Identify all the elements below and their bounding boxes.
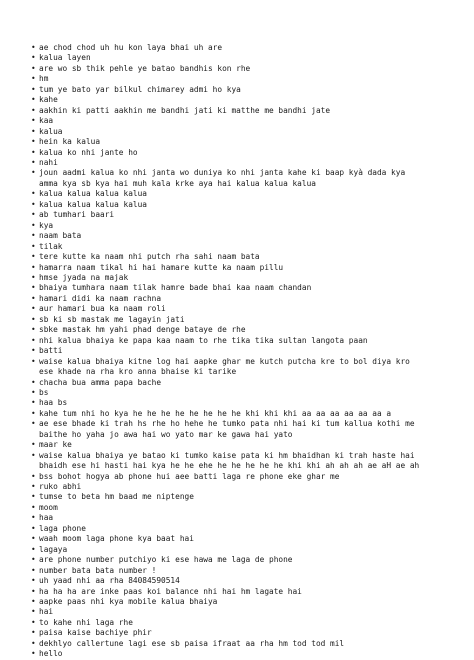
list-item-text: bss bohot hogya ab phone hui aee batti laga re phone eke ghar me [39,471,340,481]
list-item [31,336,471,346]
list-item [31,524,471,534]
bullet-icon: • [31,555,36,565]
list-item-text: kahe tum nhi ho kya he he he he he he he he khi khi khi aa aa aa aa aa aa a [39,408,392,418]
list-item [31,221,471,231]
bullet-icon: • [31,513,36,523]
bullet-icon: • [31,450,36,460]
list-item-text: hamari didi ka naam rachna [39,293,162,303]
list-item [31,294,471,304]
list-item-text: moom [39,502,58,512]
list-item [31,74,471,84]
bullet-icon: • [31,126,36,136]
bullet-icon: • [31,586,36,596]
bullet-icon: • [31,252,36,262]
list-item [31,398,471,408]
list-item-text: are wo sb thik pehle ye batao bandhis kon rhe [39,63,251,73]
list-item-text: sbke mastak hm yahi phad denge bataye de rhe [39,325,246,335]
bullet-icon: • [31,199,36,209]
list-item-text: sb ki sb mastak me lagayin jati [39,314,185,324]
list-item-text: kahe [39,95,58,105]
bullet-icon: • [31,638,36,648]
bullet-icon: • [31,408,36,418]
list-item-text: ae chod chod uh hu kon laya bhai uh are [39,43,223,52]
bullet-icon: • [31,356,36,366]
list-item-text: tumse to beta hm baad me niptenge [39,492,194,502]
list-item [31,263,471,273]
list-item [31,158,471,168]
list-item [31,148,471,158]
list-item-text: joun aadmi kalua ko nhi janta wo duniya ko nhi janta kahe ki baap kyà dada kya amma kya sb kya hai muh kala krke aya hai kalua kalua kalua [39,168,406,188]
list-item-text: aakhin ki patti aakhin me bandhi jati ki matthe me bandhi jate [39,105,331,115]
list-item-text: number bata bata number ! [39,565,157,575]
list-item-text: bhaiya tumhara naam tilak hamre bade bhai kaa naam chandan [39,283,312,293]
list-item-text: kya [39,220,54,230]
list-item-text: waah moom laga phone kya baat hai [39,534,194,544]
list-item [31,325,471,335]
list-item-text: are phone number putchiyo ki ese hawa me laga de phone [39,555,293,565]
list-item-text: chacha bua amma papa bache [39,377,162,387]
list-item [31,210,471,220]
list-item [31,388,471,398]
list-item-text: waise kalua bhaiya ye batao ki tumko kaise pata ki hm bhaidhan ki trah haste hai bhaidh ese hi hasti hai kya he he ehe he he he he he khi khi ah ah ah ae aH ae ah [39,450,420,471]
list-item-text: hamarra naam tikal hi hai hamare kutte ka naam pillu [39,262,284,272]
list-item [31,137,471,147]
list-item-text: batti [39,346,63,356]
list-item [31,315,471,325]
list-item-text: lagaya [39,544,68,554]
bullet-icon: • [31,189,36,199]
list-item-text: kalua kalua kalua kalua [39,199,147,209]
bullet-icon: • [31,617,36,627]
list-item-text: kaa [39,116,54,126]
list-item [31,566,471,576]
list-item [31,587,471,597]
list-item [31,607,471,617]
list-item-text: naam bata [39,231,82,241]
list-item [31,503,471,513]
bullet-icon: • [31,220,36,230]
list-item [31,409,471,419]
list-item [31,168,471,189]
bullet-icon: • [31,304,36,314]
bullet-icon: • [31,53,36,63]
list-item [31,231,471,241]
list-item [31,482,471,492]
list-item-text: ae ese bhade ki trah hs rhe ho hehe he tumko pata nhi hai ki tum kallua kothi me baithe ho yaha jo awa hai wo yato mar ke gawa hai yato [39,419,415,439]
list-item-text: tum ye bato yar bilkul chimarey admi ho kya [39,84,241,94]
bullet-icon: • [31,471,36,481]
list-item [31,618,471,628]
bullet-icon: • [31,523,36,533]
list-item-text: aur hamari bua ka naam roli [39,304,166,314]
bullet-icon: • [31,43,36,52]
bullet-icon: • [31,105,36,115]
bullet-icon: • [31,482,36,492]
bullet-icon: • [31,377,36,387]
bullet-icon: • [31,63,36,73]
bullet-icon: • [31,565,36,575]
list-item [31,200,471,210]
bullet-icon: • [31,283,36,293]
bullet-icon: • [31,210,36,220]
list-item [31,53,471,63]
list-item [31,95,471,105]
bullet-icon: • [31,293,36,303]
list-item [31,304,471,314]
bullet-icon: • [31,419,36,429]
list-item-text: dekhlyo callertune lagi ese sb paisa ifraat aa rha hm tod tod mil [39,638,345,648]
list-item [31,628,471,638]
bullet-icon: • [31,272,36,282]
list-item [31,43,471,53]
list-item-text: laga phone [39,523,86,533]
list-item-text: tere kutte ka naam nhi putch rha sahi naam bata [39,252,260,262]
list-item-text: uh yaad nhi aa rha 84084590514 [39,576,180,586]
list-item [31,649,471,659]
list-item [31,534,471,544]
list-item [31,545,471,555]
list-item [31,597,471,607]
list-item [31,639,471,649]
list-item-text: nahi [39,157,58,167]
list-item-text: waise kalua bhaiya kitne log hai aapke ghar me kutch putcha kre to bol diya kro ese khade na rha kro anna bhaise ki tarike [39,356,410,377]
bullet-icon: • [31,628,36,638]
list-item [31,472,471,482]
list-item-text: bs [39,387,49,397]
list-item-text: paisa kaise bachiye phir [39,628,152,638]
list-item [31,576,471,586]
bullet-icon: • [31,95,36,105]
list-item [31,64,471,74]
bullet-icon: • [31,168,36,178]
list-item [31,346,471,356]
dialogue-list [31,43,471,660]
bullet-icon: • [31,597,36,607]
bullet-icon: • [31,314,36,324]
bullet-icon: • [31,534,36,544]
list-item [31,451,471,472]
list-item-text: haa [39,513,54,523]
bullet-icon: • [31,502,36,512]
list-item [31,242,471,252]
bullet-icon: • [31,262,36,272]
list-item-text: tilak [39,241,63,251]
list-item [31,127,471,137]
list-item [31,283,471,293]
list-item-text: kalua kalua kalua kalua [39,189,147,199]
bullet-icon: • [31,231,36,241]
list-item [31,357,471,378]
list-item [31,440,471,450]
bullet-icon: • [31,346,36,356]
bullet-icon: • [31,74,36,84]
bullet-icon: • [31,335,36,345]
list-item-text: ha ha ha are inke paas koi balance nhi hai hm lagate hai [39,586,302,596]
list-item [31,492,471,502]
bullet-icon: • [31,492,36,502]
list-item [31,85,471,95]
list-item [31,555,471,565]
bullet-icon: • [31,84,36,94]
list-item-text: hmse jyada na majak [39,272,129,282]
bullet-icon: • [31,544,36,554]
list-item-text: haa bs [39,398,68,408]
bullet-icon: • [31,116,36,126]
list-item-text: aapke paas nhi kya mobile kalua bhaiya [39,597,218,607]
list-item-text: hello [39,649,63,659]
bullet-icon: • [31,398,36,408]
list-item [31,419,471,440]
bullet-icon: • [31,325,36,335]
bullet-icon: • [31,147,36,157]
bullet-icon: • [31,649,36,659]
list-item-text: hai [39,607,54,617]
list-item-text: kalua ko nhi jante ho [39,147,138,157]
list-item-text: ruko abhi [39,482,82,492]
bullet-icon: • [31,241,36,251]
list-item [31,273,471,283]
bullet-icon: • [31,440,36,450]
list-item [31,513,471,523]
list-item [31,116,471,126]
bullet-icon: • [31,137,36,147]
list-item-text: hm [39,74,49,84]
list-item-text: hein ka kalua [39,137,101,147]
list-item-text: kalua [39,126,63,136]
list-item-text: kalua layen [39,53,91,63]
list-item-text: ab tumhari baari [39,210,115,220]
list-item-text: nhi kalua bhaiya ke papa kaa naam to rhe tika tika sultan langota paan [39,335,368,345]
bullet-icon: • [31,387,36,397]
bullet-icon: • [31,576,36,586]
bullet-icon: • [31,157,36,167]
list-item [31,252,471,262]
list-item [31,378,471,388]
list-item-text: to kahe nhi laga rhe [39,617,133,627]
list-item [31,106,471,116]
list-item-text: maar ke [39,440,72,450]
bullet-icon: • [31,607,36,617]
list-item [31,189,471,199]
